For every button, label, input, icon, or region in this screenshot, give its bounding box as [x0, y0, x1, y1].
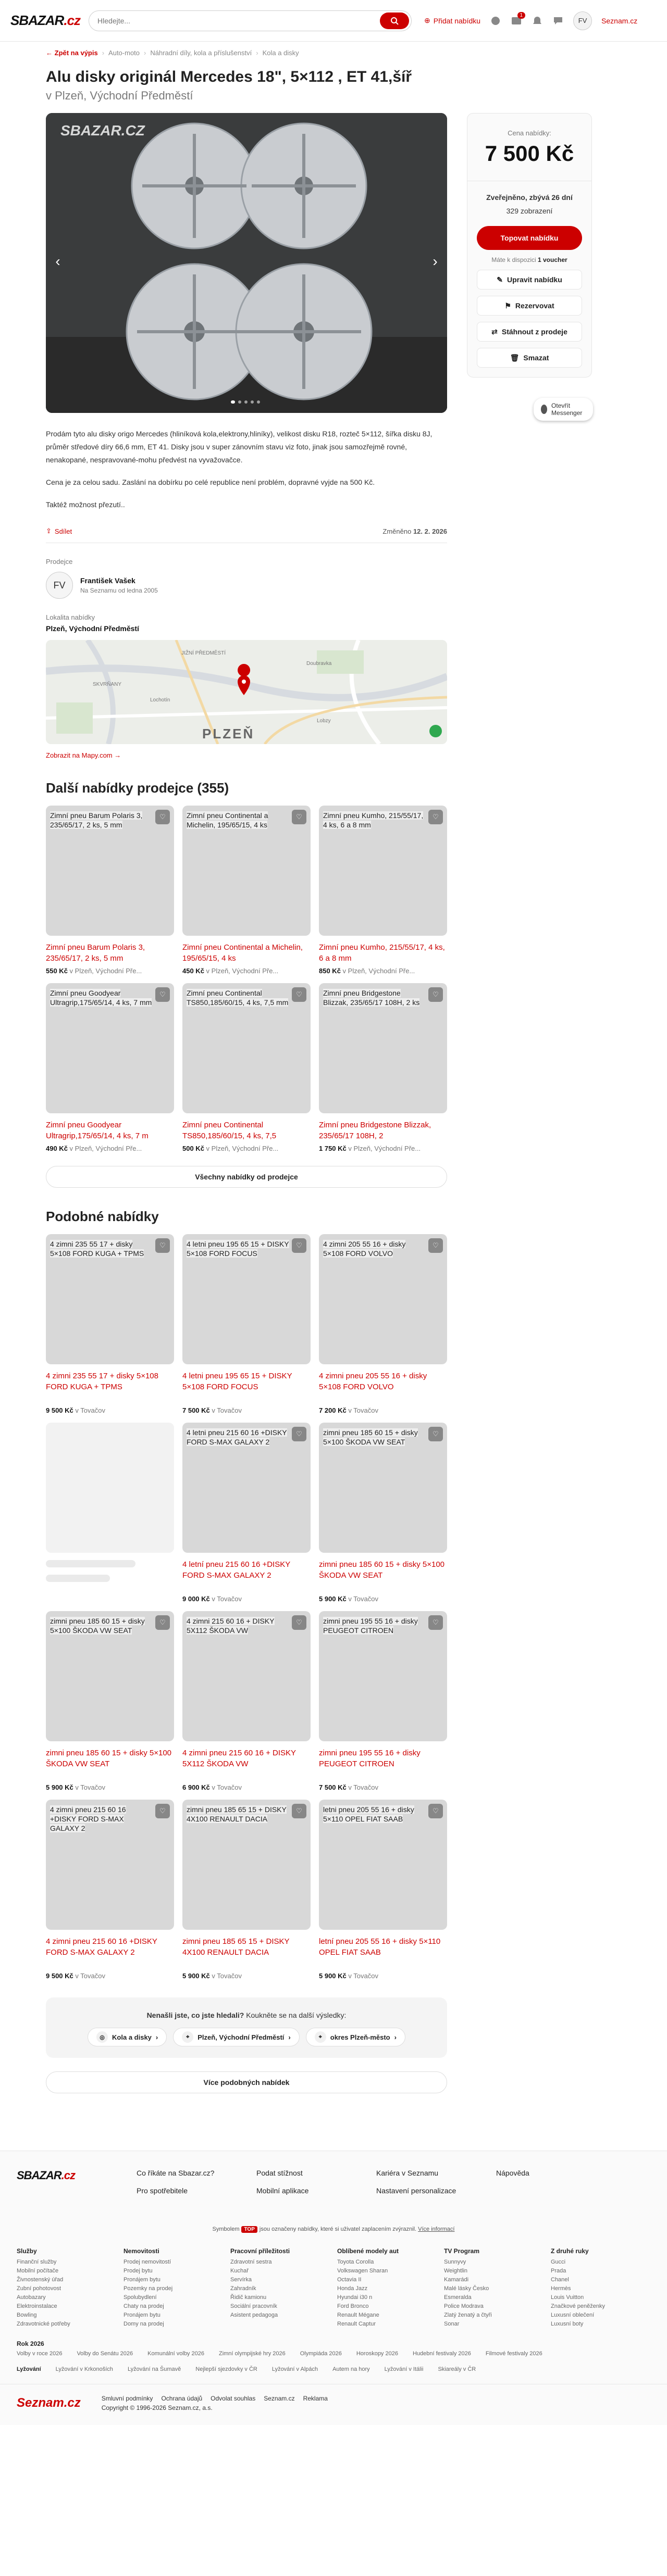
offer-title[interactable]: letní pneu 205 55 16 + disky 5×110 OPEL FIAT SAAB — [319, 1937, 441, 1957]
seller-offers-grid — [46, 806, 447, 1152]
chat-icon[interactable] — [490, 15, 501, 27]
offer-price: 9 500 Kč v Tovačov — [46, 1406, 105, 1414]
location-section-label: Lokalita nabídky — [46, 613, 95, 621]
heart-icon[interactable]: ♡ — [155, 987, 170, 1002]
user-avatar[interactable]: FV — [573, 11, 592, 30]
seller-avatar: FV — [46, 572, 73, 599]
offer-title[interactable]: Zimní pneu Continental TS850,185/60/15, 4 ks, 7,5 — [182, 1121, 277, 1140]
voucher-info: Máte k dispozici 1 voucher — [491, 256, 567, 263]
ski-link[interactable]: Skiareály v ČR — [438, 2366, 476, 2372]
offer-photo-caption: 4 letni pneu 195 65 15 + DISKY 5×108 FORD FOCUS — [187, 1240, 289, 1258]
offer-title[interactable]: Zimní pneu Goodyear Ultragrip,175/65/14, 4 ks, 7 m — [46, 1121, 149, 1140]
placeholder-line — [46, 1575, 110, 1582]
price-sidebar — [467, 113, 592, 759]
withdraw-button[interactable]: ⇄ Stáhnout z prodeje — [477, 322, 582, 342]
offer-price: 5 900 Kč v Tovačov — [319, 1972, 378, 1980]
offer-photo-caption: Zimní pneu Kumho, 215/55/17, 4 ks, 6 a 8 mm — [323, 811, 424, 829]
sitemap-link[interactable]: Autobazary — [17, 2294, 46, 2301]
offer-photo — [182, 1800, 311, 1930]
sitemap-link[interactable]: Gucci — [551, 2259, 566, 2265]
breadcrumb-item-auto-moto[interactable]: Auto-moto — [108, 49, 140, 57]
sitemap-link[interactable]: Sociální pracovník — [230, 2303, 277, 2309]
sitemap-link[interactable]: Živnostenský úřad — [17, 2277, 64, 2283]
offer-title[interactable]: Zimní pneu Bridgestone Blizzak, 235/65/17 108H, 2 — [319, 1121, 431, 1140]
sitemap-link[interactable]: Zubní pohotovost — [17, 2285, 61, 2292]
heart-icon[interactable]: ♡ — [292, 1427, 306, 1441]
sitemap-link[interactable]: Pronájem bytu — [123, 2312, 160, 2318]
back-to-list-link[interactable]: ← Zpět na výpis — [46, 49, 98, 57]
breadcrumb — [46, 49, 593, 57]
offer-title[interactable]: Zimní pneu Kumho, 215/55/17, 4 ks, 6 a 8 mm — [319, 943, 445, 963]
pin-icon: ⌖ — [182, 2031, 193, 2043]
gallery-dot[interactable] — [238, 400, 241, 404]
map-label-doubravka: Doubravka — [306, 661, 332, 667]
sitemap-link[interactable]: Prodej nemovitostí — [123, 2259, 171, 2265]
offer-photo — [182, 1234, 311, 1364]
gallery-dot[interactable] — [244, 400, 248, 404]
messenger-popup[interactable]: Otevřít Messenger — [534, 398, 593, 421]
sitemap-column: Pracovní příležitosti Zdravotní sestra Kuchař Servírka Zahradník Řidič kamionu Sociální pracovník Asistent pedagoga — [230, 2247, 337, 2329]
footer-link-mobile-apps[interactable]: Mobilní aplikace — [256, 2187, 309, 2195]
search-box — [89, 10, 412, 31]
offer-title[interactable]: zimni pneu 185 60 15 + disky 5×100 ŠKODA VW SEAT — [319, 1560, 445, 1580]
offer-photo — [46, 1800, 174, 1930]
offer-card[interactable] — [46, 983, 174, 1152]
offer-price: 1 750 Kč v Plzeň, Východní Pře... — [319, 1145, 421, 1152]
offer-photo-caption: letni pneu 205 55 16 + disky 5×110 OPEL FIAT SAAB — [323, 1805, 414, 1823]
messenger-icon — [541, 405, 547, 414]
sitemap-link[interactable]: Spolubydlení — [123, 2294, 157, 2301]
sitemap-link[interactable]: Luxusní boty — [551, 2321, 584, 2327]
seller-offers-title: Další nabídky prodejce (355) — [46, 780, 229, 796]
location-map[interactable] — [46, 640, 447, 744]
sitemap-link[interactable]: Zahradník — [230, 2285, 256, 2292]
heart-icon[interactable]: ♡ — [292, 1804, 306, 1818]
offer-photo-caption: Zimní pneu Barum Polaris 3, 235/65/17, 2 ks, 5 mm — [50, 811, 143, 829]
heart-icon[interactable]: ♡ — [155, 1615, 170, 1630]
share-button[interactable]: ⇪ Sdílet — [46, 527, 72, 535]
offer-photo-caption: zimni pneu 185 60 15 + disky 5×100 ŠKODA VW SEAT — [323, 1428, 418, 1446]
offer-photo-caption: 4 zimni pneu 215 60 16 +DISKY FORD S-MAX GALAXY 2 — [50, 1805, 126, 1832]
sitemap-column: TV Program Sunnyvy Weightlin Kamarádi Malé lásky Česko Esmeralda Police Modrava Zlatý ženatý a čtyři Sonar — [444, 2247, 551, 2329]
offer-title[interactable]: 4 letni pneu 195 65 15 + DISKY 5×108 FORD FOCUS — [182, 1372, 292, 1391]
offer-card[interactable] — [319, 1611, 447, 1791]
offer-price: 850 Kč v Plzeň, Východní Pře... — [319, 967, 415, 975]
heart-icon[interactable]: ♡ — [428, 1804, 443, 1818]
footer-sitemap — [0, 2232, 667, 2329]
location-name: Plzeň, Východní Předměstí — [46, 624, 139, 633]
offer-card[interactable] — [46, 806, 174, 975]
not-found-box — [46, 1997, 447, 2058]
price-card — [467, 113, 592, 378]
plus-circle-icon: ⊕ — [424, 16, 430, 24]
sitemap-column: Služby Finanční služby Mobilní počítače Živnostenský úřad Zubní pohotovost Autobazary Elektroinstalace Bowling Zdravotnické potřeby — [17, 2247, 123, 2329]
offer-title[interactable]: 4 zimni pneu 215 60 16 +DISKY FORD S-MAX GALAXY 2 — [46, 1937, 157, 1957]
top-symbol-note: Symbolem TOP jsou označeny nabídky, které si uživatel zaplacením zvýraznil. Více informací — [212, 2226, 455, 2232]
site-header — [0, 0, 667, 42]
similar-offers-title: Podobné nabídky — [46, 1209, 159, 1224]
sitemap-column: Oblíbené modely aut Toyota Corolla Volkswagen Sharan Octavia II Honda Jazz Hyundai i30 n Ford Bronco Renault Mégane Renault Captur — [337, 2247, 444, 2329]
sitemap-link[interactable]: Hyundai i30 n — [337, 2294, 373, 2301]
offer-photo-caption: Zimní pneu Continental TS850,185/60/15, 4 ks, 7,5 mm — [187, 989, 289, 1007]
sitemap-link[interactable]: Finanční služby — [17, 2259, 57, 2265]
offer-photo-caption: Zimní pneu Bridgestone Blizzak, 235/65/17 108H, 2 ks — [323, 989, 420, 1007]
sitemap-link[interactable]: Zdravotní sestra — [230, 2259, 272, 2265]
listing-main — [46, 113, 593, 759]
sitemap-link[interactable]: Chaty na prodej — [123, 2303, 164, 2309]
offer-price: 450 Kč v Plzeň, Východní Pře... — [182, 967, 279, 975]
offer-price: 7 500 Kč v Tovačov — [182, 1406, 242, 1414]
header-actions — [424, 11, 657, 30]
heart-icon[interactable]: ♡ — [292, 987, 306, 1002]
messages-badge: 1 — [517, 12, 526, 19]
map-label-plzen: PLZEŇ — [202, 726, 255, 742]
sitemap-link[interactable]: Renault Captur — [337, 2321, 376, 2327]
changed-date: Změněno 12. 2. 2026 — [382, 527, 447, 535]
edit-offer-button[interactable]: ✎ Upravit nabídku — [477, 270, 582, 290]
sitemap-link[interactable]: Pozemky na prodej — [123, 2285, 173, 2292]
offer-photo — [319, 806, 447, 936]
not-found-question: Nenašli jste, co jste hledali? Koukněte se na další výsledky: — [146, 2011, 347, 2019]
legal-link[interactable]: Smluvní podmínky — [101, 2395, 153, 2402]
sitemap-link[interactable]: Octavia II — [337, 2277, 362, 2283]
flag-icon: ⚑ — [504, 301, 511, 310]
sitemap-link[interactable]: Mobilní počítače — [17, 2268, 59, 2274]
suggestion-chips — [46, 2028, 447, 2046]
search-icon — [390, 17, 399, 25]
site-footer — [0, 2151, 667, 2425]
map-label-lobzy: Lobzy — [317, 718, 331, 724]
price-value: 7 500 Kč — [485, 141, 574, 166]
more-similar-button[interactable]: Více podobných nabídek — [46, 2071, 447, 2093]
speech-bubble-icon[interactable] — [552, 15, 564, 27]
views-count: 329 zobrazení — [506, 207, 553, 215]
placeholder-line — [46, 1560, 135, 1567]
footer-link-consumers[interactable]: Pro spotřebitele — [137, 2187, 188, 2195]
offer-photo — [46, 806, 174, 936]
heart-icon[interactable]: ♡ — [428, 1238, 443, 1253]
offer-title[interactable]: 4 zimni 235 55 17 + disky 5×108 FORD KUGA + TPMS — [46, 1372, 158, 1391]
sitemap-link[interactable]: Sonar — [444, 2321, 460, 2327]
bell-icon[interactable] — [532, 15, 543, 27]
footer-link-help[interactable]: Nápověda — [496, 2169, 529, 2177]
sitemap-link[interactable]: Servírka — [230, 2277, 252, 2283]
sitemap-link[interactable]: Značkové peněženky — [551, 2303, 605, 2309]
year-title: Rok 2026 — [17, 2340, 44, 2347]
offer-card-placeholder — [46, 1423, 174, 1603]
offer-price: 550 Kč v Plzeň, Východní Pře... — [46, 967, 142, 975]
offer-card[interactable] — [182, 1611, 311, 1791]
breadcrumb-separator: › — [256, 49, 258, 57]
offer-card[interactable] — [182, 1234, 311, 1414]
year-link[interactable]: Olympiáda 2026 — [300, 2351, 342, 2357]
sitemap-link[interactable]: Zlatý ženatý a čtyři — [444, 2312, 492, 2318]
listing-stats — [467, 181, 591, 218]
offer-photo — [319, 983, 447, 1113]
offer-photo-caption: zimni pneu 185 65 15 + DISKY 4X100 RENAULT DACIA — [187, 1805, 287, 1823]
offer-card[interactable] — [319, 1234, 447, 1414]
sitemap-link[interactable]: Louis Vuitton — [551, 2294, 584, 2301]
offer-photo — [319, 1800, 447, 1930]
gallery-next-arrow[interactable]: › — [433, 253, 438, 269]
offer-photo — [319, 1611, 447, 1741]
pencil-icon: ✎ — [497, 275, 503, 284]
ski-link[interactable]: Lyžování v Itálii — [384, 2366, 424, 2372]
show-on-map-link[interactable]: Zobrazit na Mapy.com → — [46, 751, 121, 759]
gallery-prev-arrow[interactable]: ‹ — [55, 253, 60, 269]
offer-card[interactable] — [46, 1611, 174, 1791]
offer-photo — [46, 983, 174, 1113]
search-input[interactable] — [97, 17, 380, 25]
sitemap-link[interactable]: Domy na prodej — [123, 2321, 164, 2327]
sitemap-link[interactable]: Kamarádi — [444, 2277, 469, 2283]
offer-price: 5 900 Kč v Tovačov — [319, 1595, 378, 1603]
footer-top — [0, 2151, 667, 2229]
all-seller-offers-button[interactable]: Všechny nabídky od prodejce — [46, 1166, 447, 1188]
copyright: Copyright © 1996-2026 Seznam.cz, a.s. — [101, 2404, 213, 2411]
offer-title[interactable]: 4 zimni pneu 215 60 16 + DISKY 5X112 ŠKODA VW — [182, 1749, 296, 1768]
offer-photo-caption: Zimní pneu Goodyear Ultragrip,175/65/14, 4 ks, 7 mm — [50, 989, 152, 1007]
heart-icon[interactable]: ♡ — [428, 810, 443, 824]
sitemap-link[interactable]: Řidič kamionu — [230, 2294, 267, 2301]
offer-photo-caption: Zimní pneu Continental a Michelin, 195/65/15, 4 ks — [187, 811, 268, 829]
sbazar-logo[interactable]: SBAZAR.cz — [10, 12, 81, 28]
sitemap-column: Z druhé ruky Gucci Prada Chanel Hermès Louis Vuitton Značkové peněženky Luxusní oblečení Luxusní boty — [551, 2247, 658, 2329]
legal-info — [102, 2394, 328, 2412]
offer-photo — [46, 1611, 174, 1741]
year-link[interactable]: Hudební festivaly 2026 — [412, 2351, 471, 2357]
footer-link-complaint[interactable]: Podat stížnost — [256, 2169, 303, 2177]
ski-link[interactable]: Lyžování na Šumavě — [127, 2366, 181, 2372]
placeholder-photo — [46, 1423, 174, 1553]
footer-link-personalization[interactable]: Nastavení personalizace — [376, 2187, 456, 2195]
breadcrumb-item-wheels[interactable]: Kola a disky — [262, 49, 299, 57]
description-paragraph: Taktéž možnost přezutí.. — [46, 500, 125, 509]
sitemap-link[interactable]: Weightlin — [444, 2268, 468, 2274]
year-link[interactable]: Horoskopy 2026 — [356, 2351, 398, 2357]
heart-icon[interactable]: ♡ — [292, 810, 306, 824]
offer-card[interactable] — [182, 1800, 311, 1980]
top-offer-button[interactable]: Topovat nabídku — [477, 226, 582, 250]
offer-card[interactable] — [182, 806, 311, 975]
gallery-dots — [231, 400, 260, 404]
sitemap-link[interactable]: Ford Bronco — [337, 2303, 369, 2309]
offer-title[interactable]: zimni pneu 195 55 16 + disky PEUGEOT CITROEN — [319, 1749, 421, 1768]
sitemap-link[interactable]: Malé lásky Česko — [444, 2285, 489, 2292]
legal-link[interactable]: Reklama — [303, 2395, 328, 2402]
breadcrumb-separator: › — [144, 49, 146, 57]
gallery-watermark: SBAZAR.CZ — [60, 122, 145, 139]
offer-photo — [182, 806, 311, 936]
offer-title[interactable]: 4 letní pneu 215 60 16 +DISKY FORD S-MAX GALAXY 2 — [182, 1560, 290, 1580]
legal-link[interactable]: Seznam.cz — [264, 2395, 295, 2402]
offer-photo-caption: zimni pneu 195 55 16 + disky PEUGEOT CITROEN — [323, 1617, 418, 1635]
sitemap-link[interactable]: Police Modrava — [444, 2303, 484, 2309]
chip-locality[interactable]: ⌖ Plzeň, Východní Předměstí › — [173, 2028, 300, 2046]
offer-photo — [182, 1611, 311, 1741]
offer-photo-caption: 4 zimni 215 60 16 + DISKY 5X112 ŠKODA VW — [187, 1617, 275, 1635]
offer-card[interactable] — [319, 1423, 447, 1603]
sitemap-link[interactable]: Prodej bytu — [123, 2268, 153, 2274]
year-link[interactable]: Volby v roce 2026 — [17, 2351, 63, 2357]
sitemap-link[interactable]: Chanel — [551, 2277, 569, 2283]
seller-name: František Vašek — [80, 576, 135, 585]
more-info-link[interactable]: Více informací — [418, 2226, 455, 2232]
sitemap-link[interactable]: Prada — [551, 2268, 566, 2274]
offer-photo-caption: 4 letni pneu 215 60 16 +DISKY FORD S-MAX GALAXY 2 — [187, 1428, 287, 1446]
price-label: Cena nabídky: — [508, 129, 551, 137]
offer-price: 6 900 Kč v Tovačov — [182, 1783, 242, 1791]
arrows-icon: ⇄ — [491, 327, 498, 336]
photo-gallery[interactable] — [46, 113, 447, 413]
sitemap-link[interactable]: Esmeralda — [444, 2294, 472, 2301]
map-label-south: JIŽNÍ PŘEDMĚSTÍ — [181, 650, 226, 656]
seller-info[interactable] — [46, 572, 447, 599]
published-info: Zveřejněno, zbývá 26 dní — [486, 193, 573, 202]
offer-photo — [182, 1423, 311, 1553]
listing-description — [46, 428, 447, 511]
breadcrumb-separator: › — [102, 49, 105, 57]
gallery-dot[interactable] — [231, 400, 235, 404]
search-button[interactable] — [380, 12, 409, 29]
heart-icon[interactable]: ♡ — [428, 987, 443, 1002]
heart-icon[interactable]: ♡ — [155, 1804, 170, 1818]
footer-links — [137, 2169, 616, 2195]
year-link[interactable]: Komunální volby 2026 — [147, 2351, 204, 2357]
legal-link[interactable]: Ochrana údajů — [161, 2395, 203, 2402]
ski-links — [0, 2357, 667, 2384]
ski-link[interactable]: Nejlepší sjezdovky v ČR — [195, 2366, 257, 2372]
gallery-dot[interactable] — [251, 400, 254, 404]
page-content — [46, 49, 593, 2093]
legal-link[interactable]: Odvolat souhlas — [211, 2395, 256, 2402]
sitemap-link[interactable]: Zdravotnické potřeby — [17, 2321, 70, 2327]
offer-price: 5 900 Kč v Tovačov — [182, 1972, 242, 1980]
sitemap-link[interactable]: Renault Mégane — [337, 2312, 379, 2318]
offer-price: 490 Kč v Plzeň, Východní Pře... — [46, 1145, 142, 1152]
offer-photo-caption: 4 zimni 235 55 17 + disky 5×108 FORD KUGA + TPMS — [50, 1240, 144, 1258]
seznam-logo[interactable]: Seznam.cz — [17, 2396, 81, 2410]
listing-title: Alu disky originál Mercedes 18", 5×112 , ET 41,šíř — [46, 68, 412, 85]
mail-icon[interactable] — [511, 12, 523, 27]
ski-title: Lyžování — [17, 2366, 41, 2372]
heart-icon[interactable]: ♡ — [292, 1615, 306, 1630]
footer-bottom — [0, 2384, 667, 2425]
heart-icon[interactable]: ♡ — [155, 1238, 170, 1253]
wheels-photo — [46, 113, 447, 413]
reserve-button[interactable]: ⚑ Rezervovat — [477, 296, 582, 316]
heart-icon[interactable]: ♡ — [155, 810, 170, 824]
offer-price: 5 900 Kč v Tovačov — [46, 1783, 105, 1791]
heart-icon[interactable]: ♡ — [428, 1427, 443, 1441]
year-link[interactable]: Zimní olympijské hry 2026 — [218, 2351, 286, 2357]
offer-price: 9 500 Kč v Tovačov — [46, 1972, 105, 1980]
offer-title[interactable]: 4 zimni pneu 205 55 16 + disky 5×108 FORD VOLVO — [319, 1372, 427, 1391]
offer-photo-caption: zimni pneu 185 60 15 + disky 5×100 ŠKODA VW SEAT — [50, 1617, 145, 1635]
offer-card[interactable] — [182, 1423, 311, 1603]
offer-price: 7 500 Kč v Tovačov — [319, 1783, 378, 1791]
sitemap-link[interactable]: Honda Jazz — [337, 2285, 368, 2292]
ski-link[interactable]: Lyžování v Alpách — [271, 2366, 318, 2372]
wheel-icon: ◎ — [96, 2031, 108, 2043]
offer-photo — [46, 1234, 174, 1364]
map-label-lochotin: Lochotín — [150, 697, 170, 703]
add-offer-link[interactable] — [424, 16, 480, 25]
offer-price: 9 000 Kč v Tovačov — [182, 1595, 242, 1603]
offer-card[interactable] — [46, 1234, 174, 1414]
offer-title[interactable]: Zimní pneu Continental a Michelin, 195/65/15, 4 ks — [182, 943, 303, 963]
seller-section-label: Prodejce — [46, 558, 73, 566]
footer-link-career[interactable]: Kariéra v Seznamu — [376, 2169, 439, 2177]
sitemap-link[interactable]: Elektroinstalace — [17, 2303, 57, 2309]
delete-button[interactable]: 🗑 Smazat — [477, 348, 582, 368]
share-icon: ⇪ — [46, 527, 52, 535]
description-paragraph: Cena je za celou sadu. Zaslání na dobírku po celé republice není problém, dopravné vyjde na 500 Kč. — [46, 478, 375, 486]
offer-photo — [319, 1234, 447, 1364]
offer-card[interactable] — [319, 806, 447, 975]
sitemap-link[interactable]: Volkswagen Sharan — [337, 2268, 388, 2274]
ski-link[interactable]: Autem na hory — [332, 2366, 370, 2372]
share-row — [46, 527, 447, 543]
heart-icon[interactable]: ♡ — [292, 1238, 306, 1253]
offer-price: 7 200 Kč v Tovačov — [319, 1406, 378, 1414]
sitemap-link[interactable]: Luxusní oblečení — [551, 2312, 595, 2318]
seller-since: Na Seznamu od ledna 2005 — [80, 587, 158, 594]
ski-link[interactable]: Lyžování v Krkonoších — [55, 2366, 113, 2372]
sitemap-link[interactable]: Hermès — [551, 2285, 571, 2292]
year-links — [0, 2329, 667, 2357]
sitemap-link[interactable]: Toyota Corolla — [337, 2259, 374, 2265]
offer-photo — [182, 983, 311, 1113]
offer-price: 500 Kč v Plzeň, Východní Pře... — [182, 1145, 279, 1152]
description-paragraph: Prodám tyto alu disky origo Mercedes (hliníková kola,elektrony,hliníky), velikost disku R18, rozteč 5×112, šířka disku 8J, průměr středové díry 66,6 mm, ET 41. Disky jsou v super zánovním stavu viz foto, jinak jsou samozřejmě rovné, nenakopané, nespravované-mohu předvést na vyvažovačce. — [46, 430, 433, 464]
offer-title[interactable]: zimni pneu 185 60 15 + disky 5×100 ŠKODA VW SEAT — [46, 1749, 172, 1768]
breadcrumb-item-parts[interactable]: Náhradní díly, kola a příslušenství — [150, 49, 252, 57]
trash-icon: 🗑 — [510, 353, 520, 362]
chip-district[interactable]: ⌖ okres Plzeň-město › — [306, 2028, 405, 2046]
listing-location: v Plzeň, Východní Předměstí — [46, 89, 193, 102]
seznam-link[interactable]: Seznam.cz — [601, 16, 638, 25]
offer-title[interactable]: Zimní pneu Barum Polaris 3, 235/65/17, 2 ks, 5 mm — [46, 943, 145, 963]
sitemap-link[interactable]: Sunnyvy — [444, 2259, 466, 2265]
offer-card[interactable] — [46, 1800, 174, 1980]
heart-icon[interactable]: ♡ — [428, 1615, 443, 1630]
offer-card[interactable] — [182, 983, 311, 1152]
year-link[interactable]: Filmové festivaly 2026 — [485, 2351, 542, 2357]
sitemap-link[interactable]: Asistent pedagoga — [230, 2312, 278, 2318]
offer-title[interactable]: zimni pneu 185 65 15 + DISKY 4X100 RENAULT DACIA — [182, 1937, 290, 1957]
sitemap-link[interactable]: Bowling — [17, 2312, 37, 2318]
offer-card[interactable] — [319, 983, 447, 1152]
listing-left-column — [46, 113, 447, 759]
sitemap-column: Nemovitosti Prodej nemovitostí Prodej bytu Pronájem bytu Pozemky na prodej Spolubydlení Chaty na prodej Pronájem bytu Domy na prodej — [123, 2247, 230, 2329]
offer-photo — [319, 1423, 447, 1553]
footer-logo[interactable]: SBAZAR.cz — [17, 2169, 76, 2182]
year-link[interactable]: Volby do Senátu 2026 — [77, 2351, 133, 2357]
offer-photo-caption: 4 zimni 205 55 16 + disky 5×108 FORD VOLVO — [323, 1240, 406, 1258]
gallery-dot[interactable] — [257, 400, 260, 404]
add-offer-label: Přidat nabídku — [433, 16, 481, 25]
pin-icon: ⌖ — [315, 2031, 326, 2043]
map-label-skvrnany: SKVRŇANY — [93, 682, 122, 687]
footer-link-feedback[interactable]: Co říkáte na Sbazar.cz? — [137, 2169, 215, 2177]
chip-category[interactable]: ◎ Kola a disky › — [88, 2028, 167, 2046]
similar-offers-grid — [46, 1234, 447, 1980]
sitemap-link[interactable]: Kuchař — [230, 2268, 249, 2274]
offer-card[interactable] — [319, 1800, 447, 1980]
sitemap-link[interactable]: Pronájem bytu — [123, 2277, 160, 2283]
